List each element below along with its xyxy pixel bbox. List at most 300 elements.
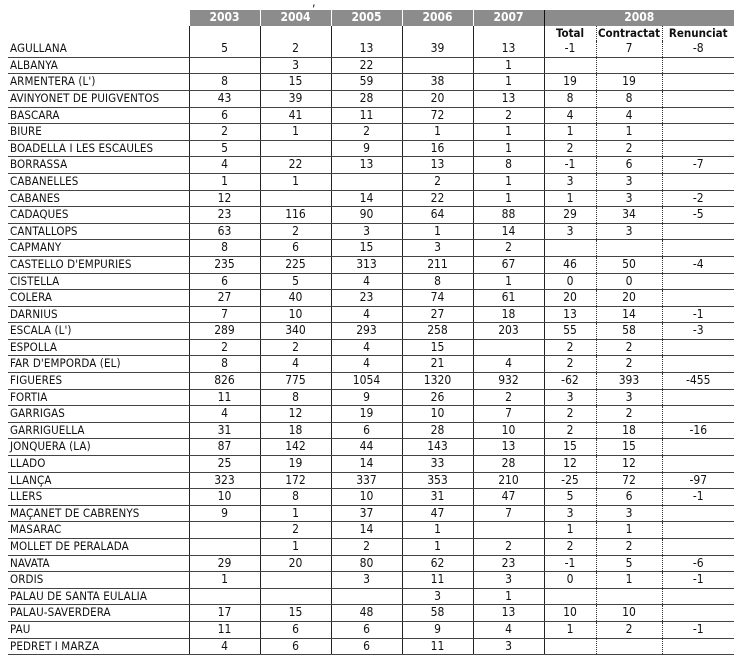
cell-renunciat-2008 (662, 124, 734, 141)
cell-y2005: 1054 (331, 373, 402, 390)
cell-y2005: 23 (331, 290, 402, 307)
table-row (8, 539, 734, 556)
blank-subheader-2005 (331, 26, 402, 42)
cell-contractat-2008: 393 (596, 373, 662, 390)
cell-contractat-2008: 3 (596, 190, 662, 207)
cell-y2004: 2 (260, 339, 331, 356)
cell-y2006: 13 (402, 157, 473, 174)
cell-y2005: 337 (331, 472, 402, 489)
blank-subheader-2007 (473, 26, 544, 42)
cell-y2004: 142 (260, 439, 331, 456)
cell-y2003: 31 (189, 422, 260, 439)
cell-y2004: 41 (260, 107, 331, 124)
cell-y2006: 31 (402, 489, 473, 506)
cell-total-2008: 55 (544, 323, 596, 340)
cell-y2005 (331, 588, 402, 605)
cell-y2006: 10 (402, 406, 473, 423)
cell-y2004: 6 (260, 638, 331, 655)
cell-y2005: 13 (331, 157, 402, 174)
cell-municipality: MASARAC (8, 522, 189, 539)
subheader-renunciat: Renunciat (662, 26, 734, 42)
cell-y2007: 1 (473, 273, 544, 290)
cell-y2007: 88 (473, 207, 544, 224)
cell-y2007: 13 (473, 605, 544, 622)
table-row (8, 389, 734, 406)
cell-y2006: 64 (402, 207, 473, 224)
table-row (8, 489, 734, 506)
cell-renunciat-2008 (662, 605, 734, 622)
cell-y2006: 16 (402, 140, 473, 157)
cell-contractat-2008: 0 (596, 273, 662, 290)
cell-y2007: 4 (473, 356, 544, 373)
cell-total-2008: -1 (544, 157, 596, 174)
table-body (8, 41, 734, 654)
cell-renunciat-2008 (662, 57, 734, 74)
cell-y2004: 775 (260, 373, 331, 390)
cell-y2006: 38 (402, 74, 473, 91)
cell-contractat-2008: 12 (596, 456, 662, 473)
cell-y2007: 28 (473, 456, 544, 473)
year-header-2004: 2004 (260, 10, 331, 26)
table-row (8, 90, 734, 107)
cell-renunciat-2008: -1 (662, 621, 734, 638)
table-row (8, 240, 734, 257)
cell-y2007: 23 (473, 555, 544, 572)
cell-municipality: ESPOLLA (8, 339, 189, 356)
cell-renunciat-2008: -455 (662, 373, 734, 390)
cell-total-2008: 2 (544, 140, 596, 157)
cell-contractat-2008: 3 (596, 505, 662, 522)
cell-y2007: 203 (473, 323, 544, 340)
cell-y2005: 14 (331, 190, 402, 207)
cell-y2004: 6 (260, 240, 331, 257)
table-row (8, 273, 734, 290)
cell-y2003: 27 (189, 290, 260, 307)
cell-y2006: 21 (402, 356, 473, 373)
cell-y2003: 4 (189, 157, 260, 174)
cell-y2003: 235 (189, 256, 260, 273)
table-row (8, 290, 734, 307)
cell-total-2008: 29 (544, 207, 596, 224)
cell-municipality: MOLLET DE PERALADA (8, 539, 189, 556)
cell-municipality: MAÇANET DE CABRENYS (8, 505, 189, 522)
cell-y2003: 29 (189, 555, 260, 572)
cell-y2004: 18 (260, 422, 331, 439)
blank-header-cell (8, 10, 189, 26)
cell-y2004: 10 (260, 306, 331, 323)
cell-municipality: ESCALA (L') (8, 323, 189, 340)
cell-contractat-2008: 4 (596, 107, 662, 124)
cell-total-2008: -1 (544, 41, 596, 57)
cell-y2005: 13 (331, 41, 402, 57)
subheader-contractat: Contractat (597, 25, 661, 40)
cell-total-2008: 5 (544, 489, 596, 506)
cell-y2004 (260, 572, 331, 589)
cell-y2004: 6 (260, 621, 331, 638)
cell-y2006: 22 (402, 190, 473, 207)
table-row (8, 173, 734, 190)
cell-y2004: 8 (260, 489, 331, 506)
cell-y2005: 44 (331, 439, 402, 456)
cell-total-2008 (544, 638, 596, 655)
cell-y2005: 4 (331, 306, 402, 323)
table-row (8, 605, 734, 622)
cell-y2006: 1 (402, 223, 473, 240)
cell-total-2008: -62 (544, 373, 596, 390)
cell-y2003: 8 (189, 74, 260, 91)
cell-municipality: PAU (8, 621, 189, 638)
cell-y2007: 13 (473, 439, 544, 456)
cell-y2006: 1 (402, 124, 473, 141)
cell-y2007 (473, 522, 544, 539)
cell-renunciat-2008: -16 (662, 422, 734, 439)
cell-total-2008: 3 (544, 223, 596, 240)
cell-y2007: 1 (473, 140, 544, 157)
cell-y2007: 1 (473, 588, 544, 605)
cell-y2005: 10 (331, 489, 402, 506)
cell-y2003: 8 (189, 240, 260, 257)
cell-y2003: 25 (189, 456, 260, 473)
cell-total-2008 (544, 588, 596, 605)
cell-contractat-2008: 19 (596, 74, 662, 91)
cell-renunciat-2008: -7 (662, 157, 734, 174)
cell-y2007: 2 (473, 107, 544, 124)
cell-renunciat-2008 (662, 74, 734, 91)
cell-total-2008: 0 (544, 273, 596, 290)
cell-y2006: 33 (402, 456, 473, 473)
table-row (8, 157, 734, 174)
cell-renunciat-2008: -4 (662, 256, 734, 273)
cell-total-2008: 46 (544, 256, 596, 273)
cell-y2004: 8 (260, 389, 331, 406)
cell-y2006: 8 (402, 273, 473, 290)
table-row (8, 256, 734, 273)
cell-renunciat-2008: -1 (662, 572, 734, 589)
cell-contractat-2008: 2 (596, 140, 662, 157)
cell-y2004: 2 (260, 223, 331, 240)
cell-renunciat-2008: -1 (662, 306, 734, 323)
cell-y2003: 8 (189, 356, 260, 373)
cell-y2005: 4 (331, 356, 402, 373)
cell-y2004: 5 (260, 273, 331, 290)
table-row (8, 638, 734, 655)
cell-y2006: 27 (402, 306, 473, 323)
cell-total-2008: 3 (544, 173, 596, 190)
cell-municipality: GARRIGUELLA (8, 422, 189, 439)
cell-y2005: 90 (331, 207, 402, 224)
cell-y2005: 4 (331, 339, 402, 356)
cell-municipality: BORRASSA (8, 157, 189, 174)
cell-y2005 (331, 173, 402, 190)
table-row (8, 422, 734, 439)
cell-municipality: BIURE (8, 124, 189, 141)
cell-y2003: 23 (189, 207, 260, 224)
cell-total-2008 (544, 57, 596, 74)
cell-y2007: 18 (473, 306, 544, 323)
cell-y2004: 225 (260, 256, 331, 273)
cell-total-2008: 19 (544, 74, 596, 91)
cell-contractat-2008: 1 (596, 522, 662, 539)
cell-municipality: FORTIA (8, 389, 189, 406)
cell-y2006: 3 (402, 240, 473, 257)
table-row (8, 572, 734, 589)
cell-y2007: 1 (473, 173, 544, 190)
cell-renunciat-2008 (662, 638, 734, 655)
table-row (8, 339, 734, 356)
cell-y2004: 1 (260, 505, 331, 522)
year-header-2006: 2006 (402, 10, 473, 26)
blank-subheader-2006 (402, 26, 473, 42)
cell-y2007: 61 (473, 290, 544, 307)
cell-total-2008: 0 (544, 572, 596, 589)
cell-y2007: 210 (473, 472, 544, 489)
year-header-2008: 2008 (544, 10, 734, 26)
cell-y2006: 258 (402, 323, 473, 340)
cell-y2005: 293 (331, 323, 402, 340)
table-row (8, 588, 734, 605)
cell-y2004: 1 (260, 539, 331, 556)
cell-y2003: 5 (189, 41, 260, 57)
cell-total-2008: 4 (544, 107, 596, 124)
cell-total-2008: 3 (544, 505, 596, 522)
table-row (8, 505, 734, 522)
cell-municipality: CISTELLA (8, 273, 189, 290)
cell-total-2008: 2 (544, 422, 596, 439)
cell-y2004: 340 (260, 323, 331, 340)
cell-municipality: COLERA (8, 290, 189, 307)
cell-total-2008: 1 (544, 522, 596, 539)
cell-renunciat-2008 (662, 588, 734, 605)
cell-renunciat-2008: -5 (662, 207, 734, 224)
cell-total-2008: 8 (544, 90, 596, 107)
cell-y2006: 3 (402, 588, 473, 605)
cell-y2006: 2 (402, 173, 473, 190)
cell-y2005: 15 (331, 240, 402, 257)
cell-municipality: GARRIGAS (8, 406, 189, 423)
cell-y2003: 11 (189, 389, 260, 406)
cell-contractat-2008: 1 (596, 124, 662, 141)
cell-renunciat-2008 (662, 522, 734, 539)
cell-y2003: 87 (189, 439, 260, 456)
cell-y2005: 14 (331, 456, 402, 473)
cell-renunciat-2008 (662, 140, 734, 157)
cell-contractat-2008: 2 (596, 406, 662, 423)
cell-y2003: 2 (189, 124, 260, 141)
table-row (8, 57, 734, 74)
cell-municipality: BOADELLA I LES ESCAULES (8, 140, 189, 157)
cell-y2007: 1 (473, 124, 544, 141)
table-row (8, 207, 734, 224)
table-row (8, 323, 734, 340)
cell-y2007: 2 (473, 389, 544, 406)
cell-contractat-2008: 18 (596, 422, 662, 439)
cell-y2006: 353 (402, 472, 473, 489)
cell-y2003: 43 (189, 90, 260, 107)
cell-municipality: LLADO (8, 456, 189, 473)
cell-y2005: 22 (331, 57, 402, 74)
blank-subheader-2003 (189, 26, 260, 42)
cell-y2006: 143 (402, 439, 473, 456)
blank-subheader-cell (8, 26, 189, 42)
cell-y2007: 3 (473, 638, 544, 655)
cell-renunciat-2008 (662, 389, 734, 406)
cell-municipality: AGULLANA (8, 41, 189, 57)
cell-y2003 (189, 57, 260, 74)
cell-renunciat-2008 (662, 356, 734, 373)
table-row (8, 522, 734, 539)
cell-y2005: 313 (331, 256, 402, 273)
cell-contractat-2008: 14 (596, 306, 662, 323)
cell-y2003: 9 (189, 505, 260, 522)
cell-y2003: 1 (189, 572, 260, 589)
cell-y2007: 8 (473, 157, 544, 174)
cell-total-2008: 2 (544, 406, 596, 423)
cell-y2005: 28 (331, 90, 402, 107)
data-table (8, 10, 734, 655)
cell-y2007 (473, 339, 544, 356)
cell-municipality: LLANÇA (8, 472, 189, 489)
table-row (8, 140, 734, 157)
cell-contractat-2008: 15 (596, 439, 662, 456)
cell-y2007: 2 (473, 240, 544, 257)
cell-contractat-2008: 2 (596, 539, 662, 556)
cell-y2007: 14 (473, 223, 544, 240)
subheader-row (8, 26, 734, 42)
cell-y2004: 40 (260, 290, 331, 307)
cell-contractat-2008 (596, 588, 662, 605)
cell-contractat-2008: 72 (596, 472, 662, 489)
cell-renunciat-2008: -8 (662, 41, 734, 57)
cell-y2003: 2 (189, 339, 260, 356)
cell-y2007: 7 (473, 406, 544, 423)
cell-municipality: FAR D'EMPORDA (EL) (8, 356, 189, 373)
cell-y2006: 15 (402, 339, 473, 356)
cell-y2003 (189, 539, 260, 556)
cell-contractat-2008: 2 (596, 339, 662, 356)
cell-contractat-2008: 2 (596, 621, 662, 638)
cell-y2005: 2 (331, 124, 402, 141)
cell-total-2008: 20 (544, 290, 596, 307)
cell-municipality: ARMENTERA (L') (8, 74, 189, 91)
cell-y2005: 6 (331, 621, 402, 638)
table-row (8, 124, 734, 141)
cell-y2005: 37 (331, 505, 402, 522)
cell-municipality: PALAU-SAVERDERA (8, 605, 189, 622)
cell-y2005: 11 (331, 107, 402, 124)
table-row (8, 356, 734, 373)
cell-total-2008 (544, 240, 596, 257)
cell-y2004: 22 (260, 157, 331, 174)
cell-contractat-2008: 2 (596, 356, 662, 373)
cell-y2007: 3 (473, 572, 544, 589)
cell-y2004 (260, 588, 331, 605)
cell-y2003: 4 (189, 406, 260, 423)
cell-total-2008: 1 (544, 621, 596, 638)
cell-y2006: 211 (402, 256, 473, 273)
table-row (8, 41, 734, 57)
cell-municipality: LLERS (8, 489, 189, 506)
cell-y2006: 74 (402, 290, 473, 307)
cell-y2003: 7 (189, 306, 260, 323)
table-row (8, 472, 734, 489)
cell-y2006: 47 (402, 505, 473, 522)
cell-municipality: CAPMANY (8, 240, 189, 257)
cell-contractat-2008: 3 (596, 173, 662, 190)
cell-renunciat-2008 (662, 107, 734, 124)
cell-y2004: 2 (260, 522, 331, 539)
table-row (8, 373, 734, 390)
cell-total-2008: 15 (544, 439, 596, 456)
cell-y2004: 19 (260, 456, 331, 473)
cell-y2007: 1 (473, 190, 544, 207)
cell-contractat-2008: 1 (596, 572, 662, 589)
cell-contractat-2008: 3 (596, 389, 662, 406)
cell-municipality: CASTELLO D'EMPURIES (8, 256, 189, 273)
cell-total-2008: 3 (544, 389, 596, 406)
cell-y2007: 932 (473, 373, 544, 390)
cell-municipality: PEDRET I MARZA (8, 638, 189, 655)
cell-municipality: CANTALLOPS (8, 223, 189, 240)
cell-contractat-2008: 5 (596, 555, 662, 572)
cell-y2007: 2 (473, 539, 544, 556)
table-row (8, 306, 734, 323)
cell-y2003: 4 (189, 638, 260, 655)
cell-contractat-2008 (596, 638, 662, 655)
table-row (8, 406, 734, 423)
cell-total-2008: 1 (544, 124, 596, 141)
cell-y2007: 67 (473, 256, 544, 273)
blank-subheader-2004 (260, 26, 331, 42)
cell-total-2008: 1 (544, 190, 596, 207)
year-header-2003: 2003 (189, 10, 260, 26)
cell-y2005: 2 (331, 539, 402, 556)
cell-y2003 (189, 588, 260, 605)
cell-y2005: 59 (331, 74, 402, 91)
cell-y2005: 3 (331, 223, 402, 240)
table-row (8, 621, 734, 638)
cell-y2006: 58 (402, 605, 473, 622)
cell-y2006 (402, 57, 473, 74)
cell-renunciat-2008 (662, 223, 734, 240)
cell-y2003: 289 (189, 323, 260, 340)
cell-renunciat-2008 (662, 339, 734, 356)
cell-y2003: 6 (189, 107, 260, 124)
cell-y2003: 826 (189, 373, 260, 390)
cell-y2004: 12 (260, 406, 331, 423)
cell-y2004: 20 (260, 555, 331, 572)
cell-contractat-2008: 3 (596, 223, 662, 240)
table-row (8, 190, 734, 207)
cell-y2006: 11 (402, 572, 473, 589)
cell-contractat-2008: 20 (596, 290, 662, 307)
cell-contractat-2008: 10 (596, 605, 662, 622)
cell-renunciat-2008 (662, 173, 734, 190)
cell-y2004: 116 (260, 207, 331, 224)
cropped-top-text: ‚ (312, 0, 316, 9)
cell-renunciat-2008: -97 (662, 472, 734, 489)
cell-municipality: PALAU DE SANTA EULALIA (8, 588, 189, 605)
cell-y2006: 72 (402, 107, 473, 124)
year-header-row (8, 10, 734, 26)
cell-municipality: CADAQUES (8, 207, 189, 224)
cell-total-2008: 13 (544, 306, 596, 323)
cell-y2006: 20 (402, 90, 473, 107)
cell-y2007: 4 (473, 621, 544, 638)
cell-total-2008: -25 (544, 472, 596, 489)
cell-renunciat-2008 (662, 90, 734, 107)
cell-y2007: 10 (473, 422, 544, 439)
cell-y2003 (189, 522, 260, 539)
